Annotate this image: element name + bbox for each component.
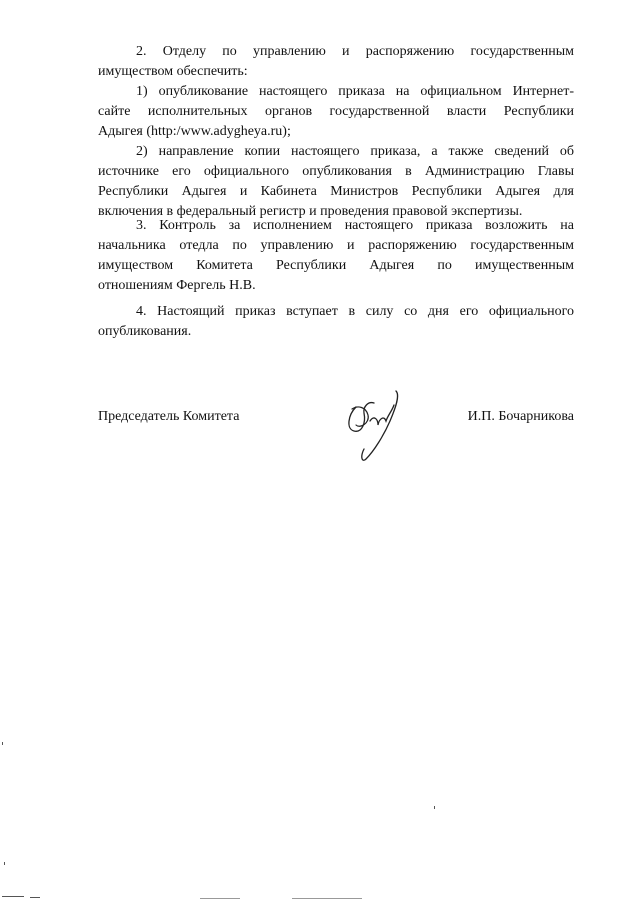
paragraph-2 — [98, 42, 574, 222]
scan-speck — [2, 742, 3, 745]
text-line: Республики Адыгея и Кабинета Министров Республики Адыгея для — [98, 184, 574, 199]
text-line: имуществом обеспечить: — [98, 64, 248, 79]
signatory-title: Председатель Комитета — [98, 409, 240, 424]
text-line: 2) направление копии настоящего приказа, а также сведений об — [136, 144, 574, 159]
text-line: начальника отедла по управлению и распоряжению государственным — [98, 238, 574, 253]
signatory-name: И.П. Бочарникова — [467, 409, 574, 424]
text-line: опубликования. — [98, 324, 192, 339]
handwritten-signature — [338, 385, 408, 465]
text-line: имуществом Комитета Республики Адыгея по имущественным — [98, 258, 574, 273]
text-line: 3. Контроль за исполнением настоящего приказа возложить на — [136, 218, 574, 233]
signature-block — [98, 407, 574, 427]
scan-edge-mark — [292, 898, 362, 899]
text-line: включения в федеральный регистр и проведения правовой экспертизы. — [98, 204, 523, 219]
scan-edge-mark — [30, 897, 40, 898]
text-line: сайте исполнительных органов государственной власти Республики — [98, 104, 574, 119]
paragraph-3 — [98, 216, 574, 296]
text-line: 4. Настоящий приказ вступает в силу со дня его официального — [136, 304, 574, 319]
text-line: 1) опубликование настоящего приказа на официальном Интернет- — [136, 84, 574, 99]
text-line: Адыгея (http:/www.adygheya.ru); — [98, 124, 291, 139]
scan-edge-mark — [2, 896, 24, 897]
text-line: отношениям Фергель Н.В. — [98, 278, 256, 293]
scan-edge-mark — [200, 898, 240, 899]
scan-speck — [4, 862, 5, 865]
text-line: 2. Отделу по управлению и распоряжению государственным — [136, 44, 574, 59]
scan-speck — [434, 806, 435, 809]
text-line: источнике его официального опубликования в Администрацию Главы — [98, 164, 574, 179]
paragraph-4 — [98, 302, 574, 342]
